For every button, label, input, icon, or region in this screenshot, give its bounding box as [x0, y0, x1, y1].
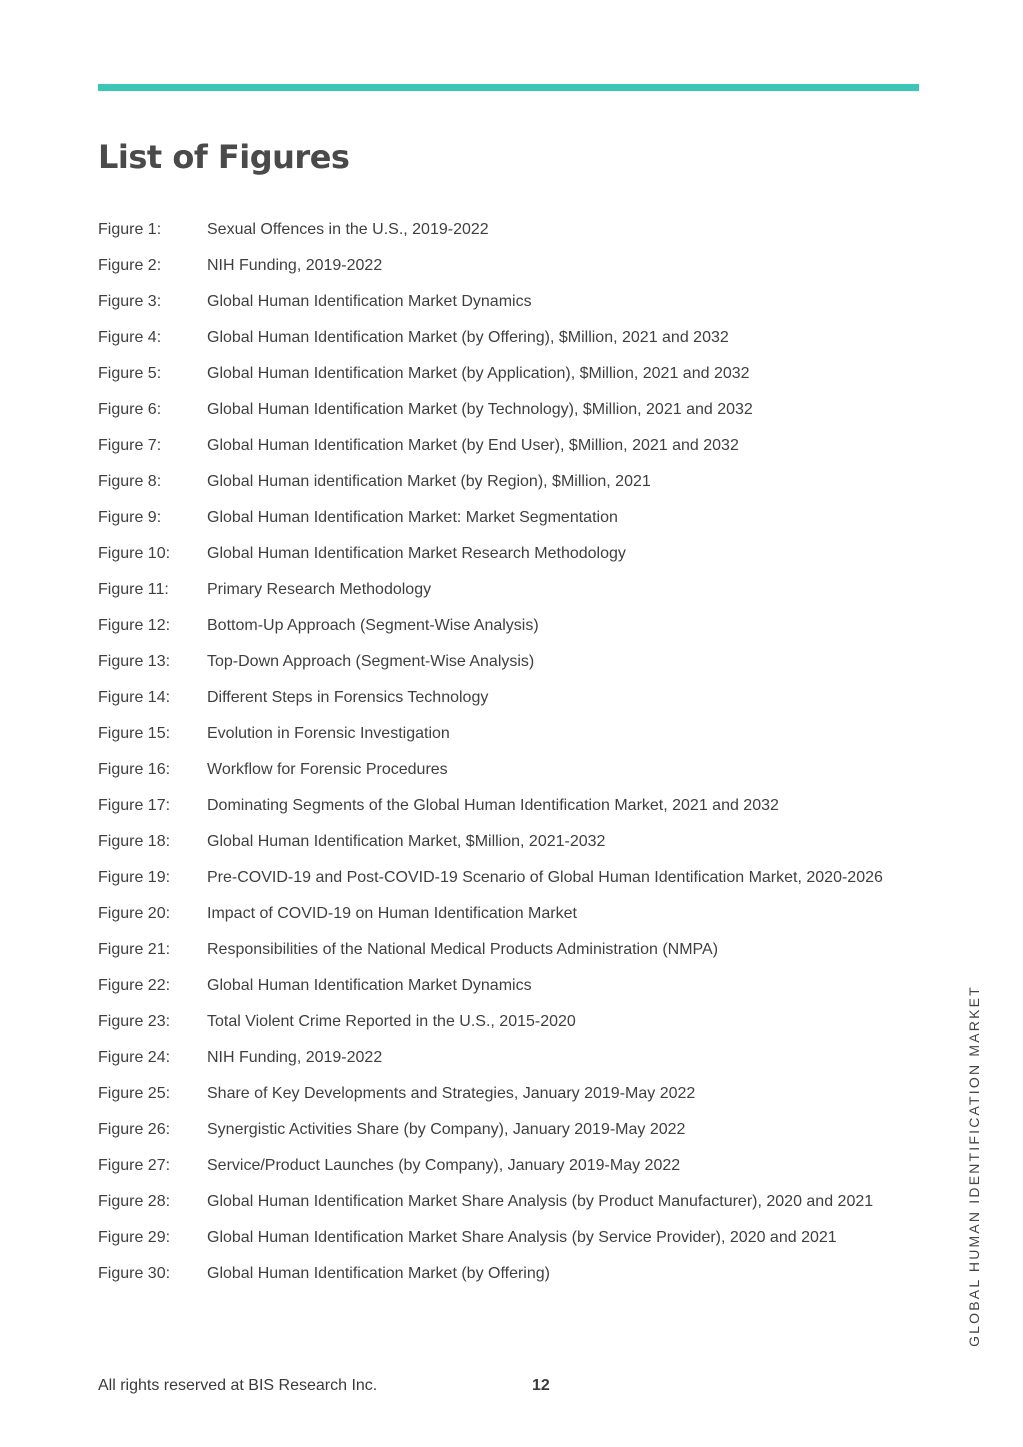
figure-label: Figure 16: — [98, 761, 171, 778]
figure-entry[interactable] — [98, 1150, 933, 1181]
figure-entry[interactable] — [98, 718, 933, 749]
footer-copyright: All rights reserved at BIS Research Inc. — [98, 1377, 378, 1394]
figure-entry[interactable] — [98, 430, 933, 461]
figure-label: Figure 13: — [98, 653, 171, 670]
figure-entry[interactable] — [98, 646, 933, 677]
figure-title: Global Human Identification Market: Market Segmentation — [207, 509, 618, 526]
figure-label: Figure 19: — [98, 869, 171, 886]
figure-entry[interactable] — [98, 1114, 933, 1145]
figure-label: Figure 18: — [98, 833, 171, 850]
figure-title: Evolution in Forensic Investigation — [207, 725, 450, 742]
figure-title: Global Human Identification Market Dynamics — [207, 977, 532, 994]
figure-title: Global Human Identification Market Dynamics — [207, 293, 532, 310]
figure-entry[interactable] — [98, 466, 933, 497]
figure-label: Figure 26: — [98, 1121, 171, 1138]
figure-label: Figure 23: — [98, 1013, 171, 1030]
figure-title: Pre-COVID-19 and Post-COVID-19 Scenario of Global Human Identification Market, 2020-2026 — [207, 869, 883, 886]
figure-list — [98, 214, 933, 1294]
figure-label: Figure 25: — [98, 1085, 171, 1102]
figure-entry[interactable] — [98, 358, 933, 389]
figure-label: Figure 14: — [98, 689, 171, 706]
figure-label: Figure 27: — [98, 1157, 171, 1174]
figure-entry[interactable] — [98, 322, 933, 353]
figure-entry[interactable] — [98, 1078, 933, 1109]
figure-entry[interactable] — [98, 1222, 933, 1253]
figure-entry[interactable] — [98, 898, 933, 929]
page-number: 12 — [532, 1377, 550, 1394]
figure-entry[interactable] — [98, 934, 933, 965]
figure-label: Figure 24: — [98, 1049, 171, 1066]
side-running-title: GLOBAL HUMAN IDENTIFICATION MARKET — [966, 985, 982, 1347]
figure-label: Figure 9: — [98, 509, 162, 526]
figure-label: Figure 11: — [98, 581, 169, 598]
figure-entry[interactable] — [98, 826, 933, 857]
figure-label: Figure 15: — [98, 725, 171, 742]
figure-label: Figure 17: — [98, 797, 171, 814]
figure-title: Global Human Identification Market (by End User), $Million, 2021 and 2032 — [207, 437, 739, 454]
figure-title: Total Violent Crime Reported in the U.S., 2015-2020 — [207, 1013, 576, 1030]
figure-entry[interactable] — [98, 502, 933, 533]
figure-title: Global Human Identification Market Share Analysis (by Service Provider), 2020 and 2021 — [207, 1229, 837, 1246]
figure-label: Figure 30: — [98, 1265, 171, 1282]
figure-entry[interactable] — [98, 610, 933, 641]
figure-entry[interactable] — [98, 286, 933, 317]
figure-label: Figure 7: — [98, 437, 162, 454]
figure-label: Figure 20: — [98, 905, 171, 922]
figure-label: Figure 28: — [98, 1193, 171, 1210]
figure-label: Figure 8: — [98, 473, 162, 490]
figure-title: Global Human Identification Market (by Offering), $Million, 2021 and 2032 — [207, 329, 729, 346]
page-title: List of Figures — [98, 138, 350, 176]
figure-title: Global Human Identification Market (by Application), $Million, 2021 and 2032 — [207, 365, 750, 382]
figure-entry[interactable] — [98, 754, 933, 785]
figure-title: NIH Funding, 2019-2022 — [207, 257, 383, 274]
figure-entry[interactable] — [98, 394, 933, 425]
header-accent-rule — [98, 84, 919, 91]
figure-entry[interactable] — [98, 1042, 933, 1073]
figure-label: Figure 6: — [98, 401, 162, 418]
figure-title: Workflow for Forensic Procedures — [207, 761, 448, 778]
figure-title: Different Steps in Forensics Technology — [207, 689, 489, 706]
figure-entry[interactable] — [98, 1258, 933, 1289]
figure-entry[interactable] — [98, 790, 933, 821]
figure-entry[interactable] — [98, 574, 933, 605]
figure-label: Figure 4: — [98, 329, 162, 346]
figure-title: Primary Research Methodology — [207, 581, 432, 598]
figure-label: Figure 29: — [98, 1229, 171, 1246]
figure-title: Global Human identification Market (by Region), $Million, 2021 — [207, 473, 651, 490]
figure-title: Synergistic Activities Share (by Company), January 2019-May 2022 — [207, 1121, 686, 1138]
figure-entry[interactable] — [98, 1186, 933, 1217]
figure-entry[interactable] — [98, 214, 933, 245]
figure-title: Sexual Offences in the U.S., 2019-2022 — [207, 221, 489, 238]
figure-label: Figure 3: — [98, 293, 162, 310]
figure-title: Impact of COVID-19 on Human Identification Market — [207, 905, 577, 922]
figure-label: Figure 21: — [98, 941, 171, 958]
figure-title: Dominating Segments of the Global Human Identification Market, 2021 and 2032 — [207, 797, 779, 814]
figure-title: Bottom-Up Approach (Segment-Wise Analysis) — [207, 617, 539, 634]
figure-entry[interactable] — [98, 1006, 933, 1037]
figure-label: Figure 10: — [98, 545, 171, 562]
figure-entry[interactable] — [98, 538, 933, 569]
figure-entry[interactable] — [98, 250, 933, 281]
figure-title: Share of Key Developments and Strategies, January 2019-May 2022 — [207, 1085, 696, 1102]
figure-title: Global Human Identification Market, $Million, 2021-2032 — [207, 833, 606, 850]
figure-label: Figure 2: — [98, 257, 162, 274]
figure-label: Figure 1: — [98, 221, 162, 238]
figure-label: Figure 22: — [98, 977, 171, 994]
figure-title: Global Human Identification Market Research Methodology — [207, 545, 626, 562]
figure-title: Responsibilities of the National Medical Products Administration (NMPA) — [207, 941, 719, 958]
figure-title: Service/Product Launches (by Company), January 2019-May 2022 — [207, 1157, 681, 1174]
figure-title: Top-Down Approach (Segment-Wise Analysis) — [207, 653, 535, 670]
figure-title: NIH Funding, 2019-2022 — [207, 1049, 383, 1066]
figure-label: Figure 5: — [98, 365, 162, 382]
figure-title: Global Human Identification Market (by Offering) — [207, 1265, 550, 1282]
figure-title: Global Human Identification Market Share Analysis (by Product Manufacturer), 2020 and 2021 — [207, 1193, 874, 1210]
figure-label: Figure 12: — [98, 617, 171, 634]
figure-title: Global Human Identification Market (by Technology), $Million, 2021 and 2032 — [207, 401, 753, 418]
figure-entry[interactable] — [98, 862, 933, 893]
figure-entry[interactable] — [98, 682, 933, 713]
figure-entry[interactable] — [98, 970, 933, 1001]
